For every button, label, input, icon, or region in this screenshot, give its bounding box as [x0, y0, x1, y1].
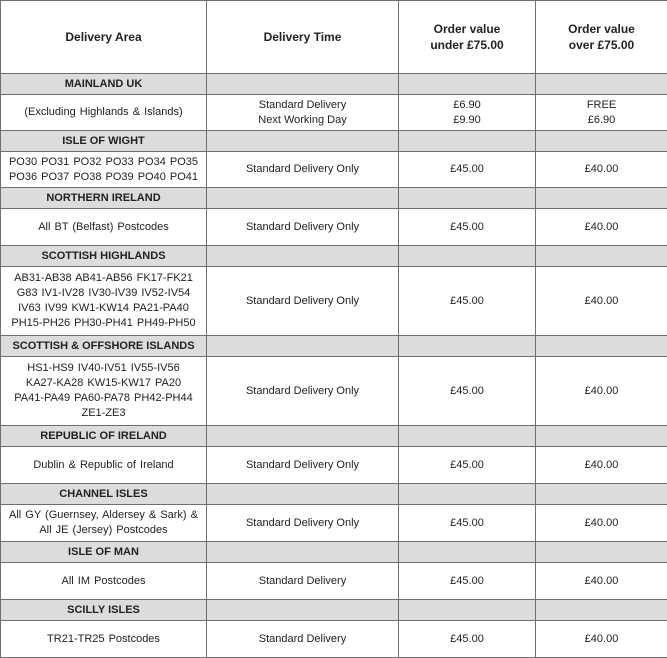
- delivery-area-cell-line: PO36 PO37 PO38 PO39 PO40 PO41: [4, 170, 203, 185]
- order-over-cell: [536, 505, 667, 542]
- region-row-spacer: [399, 336, 536, 357]
- header-delivery-time: Delivery Time: [207, 1, 399, 74]
- order-over-cell: [536, 357, 667, 426]
- delivery-time-cell-line: Standard Delivery Only: [210, 220, 395, 235]
- region-row: [1, 542, 667, 563]
- delivery-time-cell: [207, 621, 399, 658]
- region-row: [1, 426, 667, 447]
- order-over-cell: [536, 209, 667, 246]
- region-row-spacer: [399, 131, 536, 152]
- region-name: REPUBLIC OF IRELAND: [1, 426, 207, 447]
- header-order-over-line-2: over £75.00: [540, 37, 663, 53]
- table-row: [1, 447, 667, 484]
- order-under-cell: [399, 563, 536, 600]
- region-row-spacer: [207, 484, 399, 505]
- region-name: CHANNEL ISLES: [1, 484, 207, 505]
- delivery-time-cell-line: Standard Delivery Only: [210, 294, 395, 309]
- order-under-cell-line: £45.00: [402, 384, 532, 399]
- region-name: ISLE OF MAN: [1, 542, 207, 563]
- region-name: SCOTTISH HIGHLANDS: [1, 246, 207, 267]
- delivery-area-cell-line: All JE (Jersey) Postcodes: [4, 523, 203, 538]
- order-under-cell: [399, 447, 536, 484]
- order-under-cell-line: £9.90: [402, 113, 532, 128]
- table-row: [1, 95, 667, 131]
- region-row-spacer: [536, 131, 667, 152]
- region-row: [1, 484, 667, 505]
- order-over-cell-line: FREE: [539, 98, 664, 113]
- region-row: [1, 336, 667, 357]
- delivery-area-cell: [1, 357, 207, 426]
- delivery-area-cell-line: (Excluding Highlands & Islands): [4, 105, 203, 120]
- order-under-cell: [399, 267, 536, 336]
- order-over-cell: [536, 621, 667, 658]
- order-under-cell-line: £45.00: [402, 574, 532, 589]
- order-over-cell-line: £40.00: [539, 384, 664, 399]
- order-over-cell: [536, 152, 667, 188]
- order-over-cell-line: £6.90: [539, 113, 664, 128]
- region-row-spacer: [399, 426, 536, 447]
- delivery-time-cell-line: Next Working Day: [210, 113, 395, 128]
- delivery-area-cell: [1, 563, 207, 600]
- delivery-area-cell-line: AB31-AB38 AB41-AB56 FK17-FK21: [4, 271, 203, 286]
- region-row-spacer: [399, 74, 536, 95]
- region-row-spacer: [536, 188, 667, 209]
- region-row-spacer: [207, 188, 399, 209]
- table-row: [1, 209, 667, 246]
- order-over-cell: [536, 447, 667, 484]
- region-row-spacer: [399, 246, 536, 267]
- order-over-cell-line: £40.00: [539, 294, 664, 309]
- order-under-cell-line: £45.00: [402, 294, 532, 309]
- delivery-area-cell-line: ZE1-ZE3: [4, 406, 203, 421]
- order-under-cell-line: £45.00: [402, 162, 532, 177]
- delivery-area-cell-line: All GY (Guernsey, Aldersey & Sark) &: [4, 508, 203, 523]
- region-row-spacer: [536, 246, 667, 267]
- order-under-cell: [399, 209, 536, 246]
- region-row-spacer: [207, 131, 399, 152]
- delivery-time-cell-line: Standard Delivery Only: [210, 458, 395, 473]
- delivery-area-cell-line: KA27-KA28 KW15-KW17 PA20: [4, 376, 203, 391]
- region-row-spacer: [399, 600, 536, 621]
- delivery-time-cell-line: Standard Delivery Only: [210, 516, 395, 531]
- region-row: [1, 131, 667, 152]
- delivery-area-cell: [1, 152, 207, 188]
- delivery-time-cell: [207, 505, 399, 542]
- region-name: SCOTTISH & OFFSHORE ISLANDS: [1, 336, 207, 357]
- region-row: [1, 246, 667, 267]
- delivery-area-cell-line: HS1-HS9 IV40-IV51 IV55-IV56: [4, 361, 203, 376]
- delivery-time-cell: [207, 152, 399, 188]
- delivery-time-cell: [207, 563, 399, 600]
- region-row-spacer: [399, 484, 536, 505]
- delivery-area-cell-line: All BT (Belfast) Postcodes: [4, 220, 203, 235]
- delivery-time-cell-line: Standard Delivery Only: [210, 384, 395, 399]
- order-over-cell: [536, 267, 667, 336]
- delivery-time-cell-line: Standard Delivery: [210, 574, 395, 589]
- order-under-cell-line: £45.00: [402, 458, 532, 473]
- region-row-spacer: [207, 336, 399, 357]
- region-row-spacer: [536, 484, 667, 505]
- region-row: [1, 74, 667, 95]
- region-row-spacer: [536, 426, 667, 447]
- region-row: [1, 600, 667, 621]
- region-row-spacer: [536, 74, 667, 95]
- delivery-area-cell-line: TR21-TR25 Postcodes: [4, 632, 203, 647]
- region-row-spacer: [207, 542, 399, 563]
- region-row-spacer: [207, 426, 399, 447]
- order-under-cell-line: £45.00: [402, 516, 532, 531]
- order-under-cell: [399, 357, 536, 426]
- delivery-area-cell: [1, 621, 207, 658]
- delivery-time-cell: [207, 95, 399, 131]
- delivery-area-cell-line: All IM Postcodes: [4, 574, 203, 589]
- order-over-cell-line: £40.00: [539, 220, 664, 235]
- region-row-spacer: [399, 188, 536, 209]
- table-body: [1, 74, 667, 658]
- region-row-spacer: [536, 600, 667, 621]
- region-name: MAINLAND UK: [1, 74, 207, 95]
- region-row-spacer: [207, 246, 399, 267]
- header-order-under: [399, 1, 536, 74]
- order-under-cell: [399, 621, 536, 658]
- header-order-over: [536, 1, 667, 74]
- delivery-area-cell: [1, 95, 207, 131]
- order-under-cell: [399, 505, 536, 542]
- delivery-time-cell-line: Standard Delivery: [210, 632, 395, 647]
- order-over-cell-line: £40.00: [539, 162, 664, 177]
- table-row: [1, 563, 667, 600]
- order-under-cell-line: £45.00: [402, 220, 532, 235]
- region-name: NORTHERN IRELAND: [1, 188, 207, 209]
- order-over-cell: [536, 563, 667, 600]
- region-row-spacer: [536, 336, 667, 357]
- order-over-cell-line: £40.00: [539, 632, 664, 647]
- region-name: SCILLY ISLES: [1, 600, 207, 621]
- table-row: [1, 357, 667, 426]
- order-over-cell-line: £40.00: [539, 458, 664, 473]
- header-delivery-area: Delivery Area: [1, 1, 207, 74]
- order-under-cell: [399, 95, 536, 131]
- delivery-time-cell-line: Standard Delivery: [210, 98, 395, 113]
- table-row: [1, 505, 667, 542]
- delivery-area-cell-line: Dublin & Republic of Ireland: [4, 458, 203, 473]
- delivery-time-cell: [207, 357, 399, 426]
- order-over-cell-line: £40.00: [539, 516, 664, 531]
- delivery-time-cell: [207, 209, 399, 246]
- delivery-area-cell: [1, 505, 207, 542]
- delivery-time-cell: [207, 267, 399, 336]
- table-row: [1, 621, 667, 658]
- delivery-area-cell-line: G83 IV1-IV28 IV30-IV39 IV52-IV54: [4, 286, 203, 301]
- header-order-under-line-2: under £75.00: [403, 37, 531, 53]
- delivery-time-cell-line: Standard Delivery Only: [210, 162, 395, 177]
- region-name: ISLE OF WIGHT: [1, 131, 207, 152]
- order-under-cell-line: £45.00: [402, 632, 532, 647]
- delivery-area-cell-line: PO30 PO31 PO32 PO33 PO34 PO35: [4, 155, 203, 170]
- order-under-cell-line: £6.90: [402, 98, 532, 113]
- header-row: [1, 1, 667, 74]
- region-row-spacer: [207, 74, 399, 95]
- region-row-spacer: [399, 542, 536, 563]
- delivery-area-cell-line: IV63 IV99 KW1-KW14 PA21-PA40: [4, 301, 203, 316]
- delivery-area-cell: [1, 267, 207, 336]
- order-over-cell: [536, 95, 667, 131]
- delivery-area-cell: [1, 209, 207, 246]
- region-row-spacer: [536, 542, 667, 563]
- delivery-time-cell: [207, 447, 399, 484]
- table-row: [1, 267, 667, 336]
- region-row-spacer: [207, 600, 399, 621]
- header-order-over-line-1: Order value: [540, 21, 663, 37]
- order-under-cell: [399, 152, 536, 188]
- region-row: [1, 188, 667, 209]
- table-row: [1, 152, 667, 188]
- delivery-area-cell-line: PH15-PH26 PH30-PH41 PH49-PH50: [4, 316, 203, 331]
- delivery-area-cell-line: PA41-PA49 PA60-PA78 PH42-PH44: [4, 391, 203, 406]
- order-over-cell-line: £40.00: [539, 574, 664, 589]
- delivery-area-cell: [1, 447, 207, 484]
- header-order-under-line-1: Order value: [403, 21, 531, 37]
